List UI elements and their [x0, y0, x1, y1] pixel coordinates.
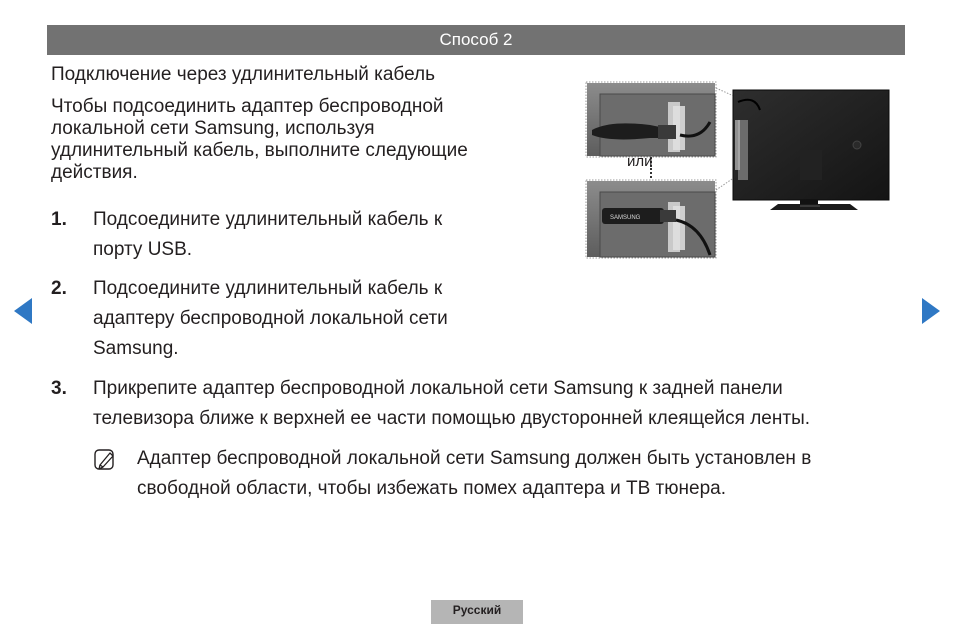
- note-block: [93, 444, 903, 504]
- connection-illustration: [570, 80, 890, 260]
- intro-line: удлинительный кабель, выполните следующие: [51, 140, 468, 161]
- intro-line: Чтобы подсоединить адаптер беспроводной: [51, 96, 444, 117]
- tv-back: [733, 90, 889, 200]
- step-number: 2.: [51, 278, 67, 299]
- note-line: Адаптер беспроводной локальной сети Samsung должен быть установлен в: [137, 448, 812, 469]
- step-3: [51, 374, 901, 434]
- footer-language-badge: [431, 600, 523, 624]
- step-line: Samsung.: [93, 338, 179, 359]
- section-subtitle: Подключение через удлинительный кабель: [51, 64, 436, 85]
- intro-line: действия.: [51, 162, 138, 183]
- triangle-left-icon[interactable]: [14, 298, 32, 324]
- intro-paragraph: [51, 96, 531, 184]
- footer-language-label: Русский: [452, 603, 502, 617]
- step-line: Подсоедините удлинительный кабель к: [93, 278, 443, 299]
- step-number: 3.: [51, 378, 67, 399]
- or-label: или: [627, 153, 653, 170]
- triangle-right-icon[interactable]: [922, 298, 940, 324]
- step-2: [51, 274, 521, 364]
- note-icon: [93, 448, 117, 472]
- dongle-brand: SAMSUNG: [610, 215, 641, 221]
- section-header-bar: [47, 25, 905, 55]
- step-line: порту USB.: [93, 239, 193, 260]
- step-line: адаптеру беспроводной локальной сети: [93, 308, 448, 329]
- step-line: Подсоедините удлинительный кабель к: [93, 209, 443, 230]
- step-line: Прикрепите адаптер беспроводной локальной сети Samsung к задней панели: [93, 378, 783, 399]
- step-number: 1.: [51, 209, 67, 230]
- step-1: [51, 205, 521, 265]
- step-line: телевизора ближе к верхней ее части помощью двусторонней клеящейся ленты.: [93, 408, 811, 429]
- intro-line: локальной сети Samsung, используя: [51, 118, 375, 139]
- note-line: свободной области, чтобы избежать помех адаптера и ТВ тюнера.: [137, 478, 726, 499]
- section-title: Способ 2: [439, 30, 513, 49]
